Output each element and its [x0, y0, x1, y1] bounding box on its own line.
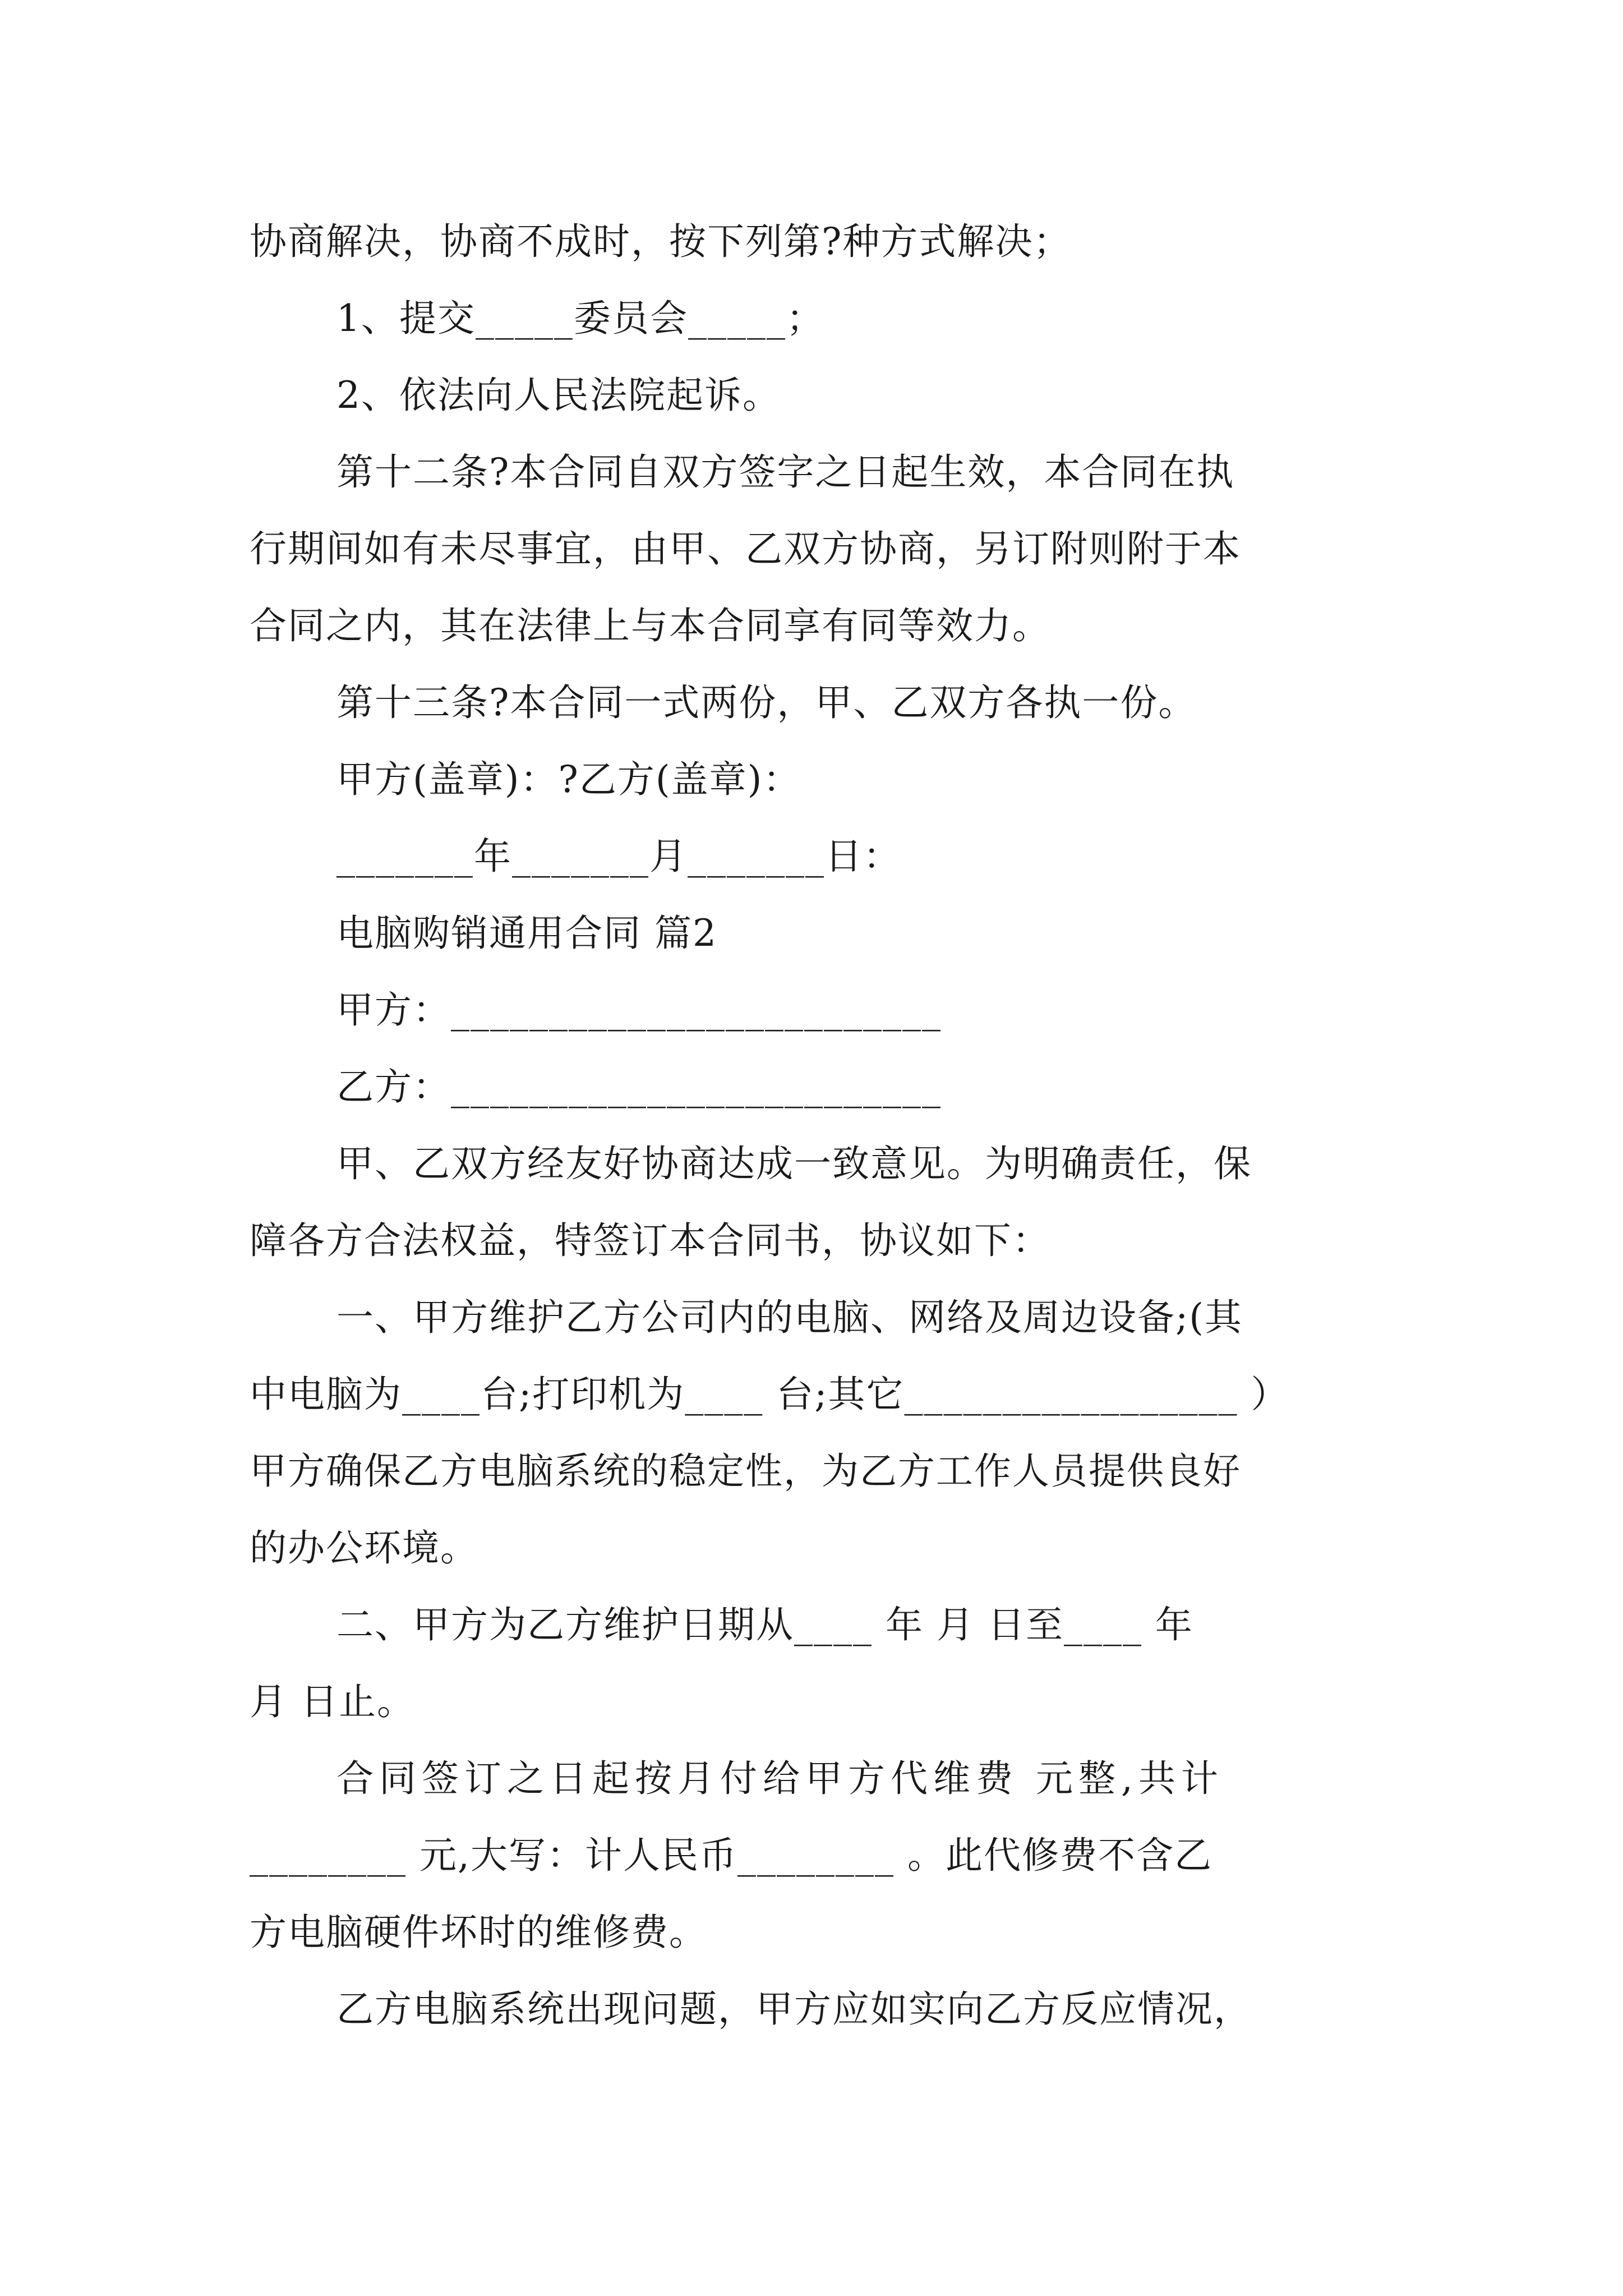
text-line: 的办公环境。 — [250, 1526, 478, 1570]
text-line: 合同之内，其在法律上与本合同享有同等效力。 — [250, 604, 1050, 647]
text-line: 方电脑硬件坏时的维修费。 — [250, 1911, 707, 1954]
text-line: 合同签订之日起按月付给甲方代维费 元整,共计 — [336, 1757, 1224, 1800]
text-line: 障各方合法权益，特签订本合同书，协议如下： — [250, 1219, 1050, 1262]
text-line: 甲、乙双方经友好协商达成一致意见。为明确责任，保 — [336, 1142, 1252, 1185]
section-title: 电脑购销通用合同 篇2 — [336, 912, 717, 955]
signature-line: 甲方(盖章)：?乙方(盖章)： — [336, 758, 801, 801]
text-line: 乙方电脑系统出现问题，甲方应如实向乙方反应情况， — [336, 1987, 1252, 2031]
text-line: 二、甲方为乙方维护日期从____ 年 月 日至____ 年 — [336, 1603, 1193, 1646]
text-line: 第十三条?本合同一式两份，甲、乙双方各执一份。 — [336, 681, 1197, 724]
text-line: 月 日止。 — [250, 1680, 415, 1723]
text-line: 甲方确保乙方电脑系统的稳定性，为乙方工作人员提供良好 — [250, 1450, 1241, 1493]
text-line: 行期间如有未尽事宜，由甲、乙双方协商，另订附则附于本 — [250, 527, 1241, 570]
party-a-line: 甲方：_________________________ — [336, 988, 942, 1032]
text-line: 1、提交_____委员会_____； — [336, 297, 824, 340]
text-line: 中电脑为____台;打印机为____ 台;其它_________________ ） — [250, 1373, 1289, 1416]
party-b-line: 乙方：_________________________ — [336, 1065, 942, 1108]
date-line: _______年_______月_______日： — [336, 835, 901, 878]
text-line: 一、甲方维护乙方公司内的电脑、网络及周边设备;(其 — [336, 1296, 1243, 1339]
text-line: 2、依法向人民法院起诉。 — [336, 374, 781, 417]
text-line: ________ 元,大写：计人民币________ 。此代修费不含乙 — [250, 1834, 1212, 1877]
text-line: 第十二条?本合同自双方签字之日起生效，本合同在执 — [336, 450, 1235, 494]
text-line: 协商解决，协商不成时，按下列第?种方式解决； — [250, 220, 1072, 263]
